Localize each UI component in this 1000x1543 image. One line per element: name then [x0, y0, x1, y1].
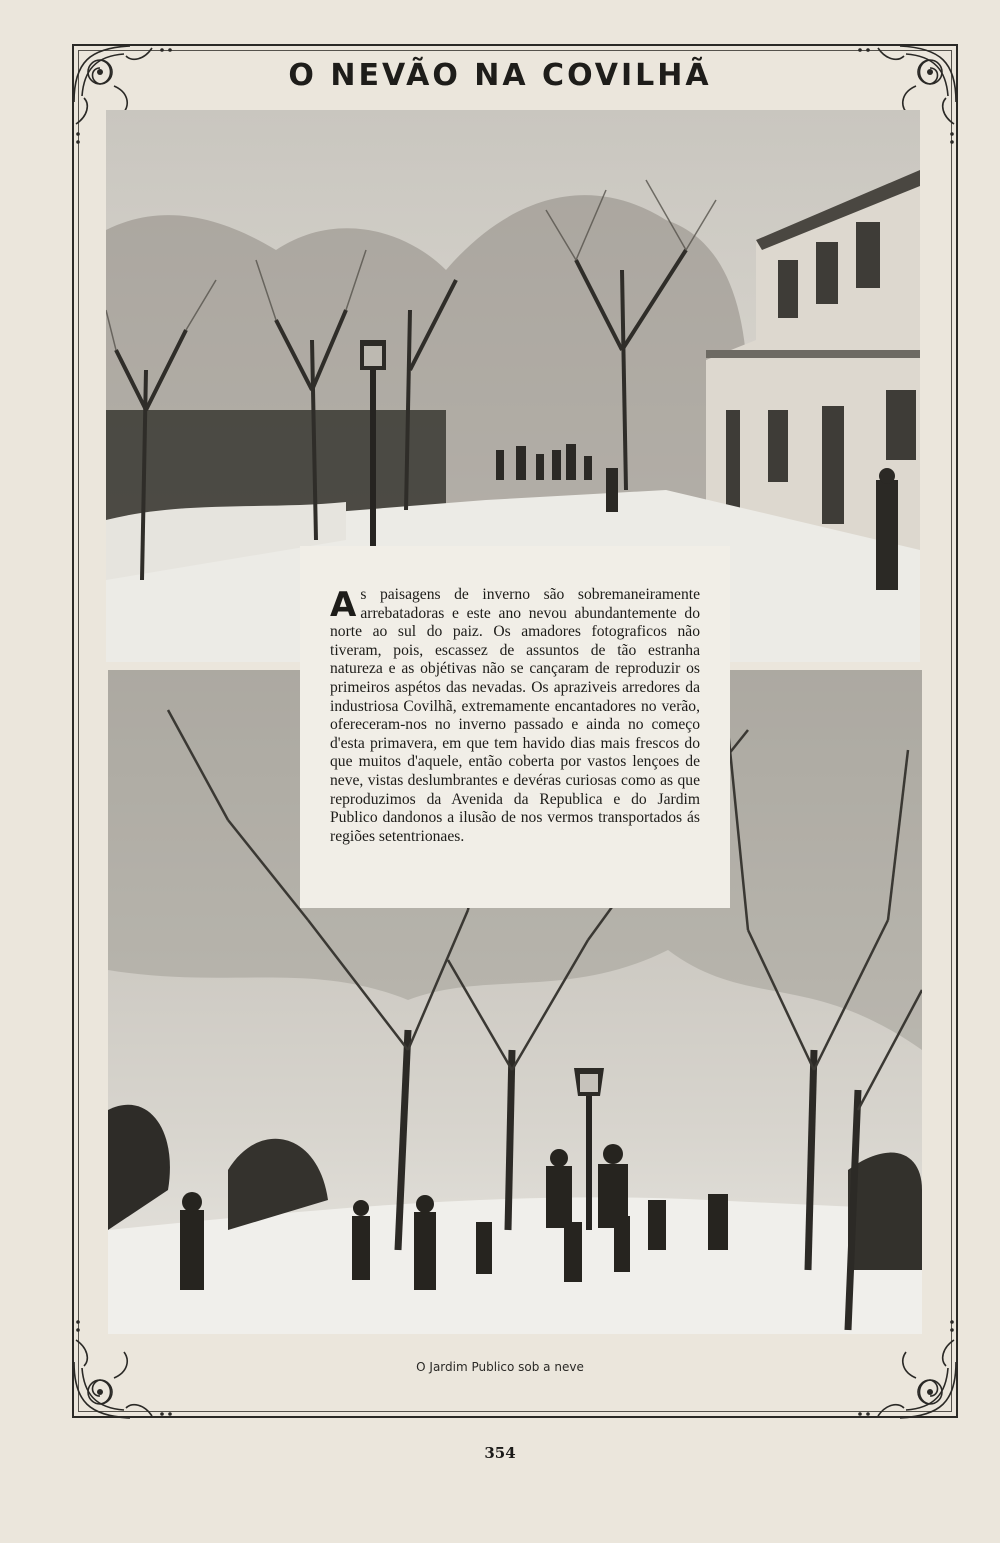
article-text-box	[300, 546, 730, 908]
article-body: s paisagens de inverno são sobremaneiramente arrebatadoras e este ano nevou abundantemente do norte ao sul do paiz. Os amadores fotograficos não tiveram, pois, escassez de assuntos de tão estranha natureza e as objétivas não se cançaram de reproduzir os primeiros aspétos das nevadas. Os apraziveis arredores da industriosa Covilhã, extremamente encantadores no verão, ofereceram-nos no inverno passado e ainda no começo d'esta primavera, em que tem havido dias mais frescos do que muitos d'aquele, então coberta por vastos lençoes de neve, vistas deslumbrantes e devéras curiosas como as que reproduzimos da Avenida da Republica e do Jardim Publico dandonos a ilusão de nos vermos transportados ás regiões setentrionaes.	[330, 586, 700, 845]
photo-caption: O Jardim Publico sob a neve	[416, 1360, 584, 1374]
page-title: O NEVÃO NA COVILHÃ	[288, 58, 712, 93]
article-paragraph	[330, 586, 700, 846]
page-number: 354	[484, 1444, 516, 1462]
drop-cap: A	[330, 585, 357, 625]
